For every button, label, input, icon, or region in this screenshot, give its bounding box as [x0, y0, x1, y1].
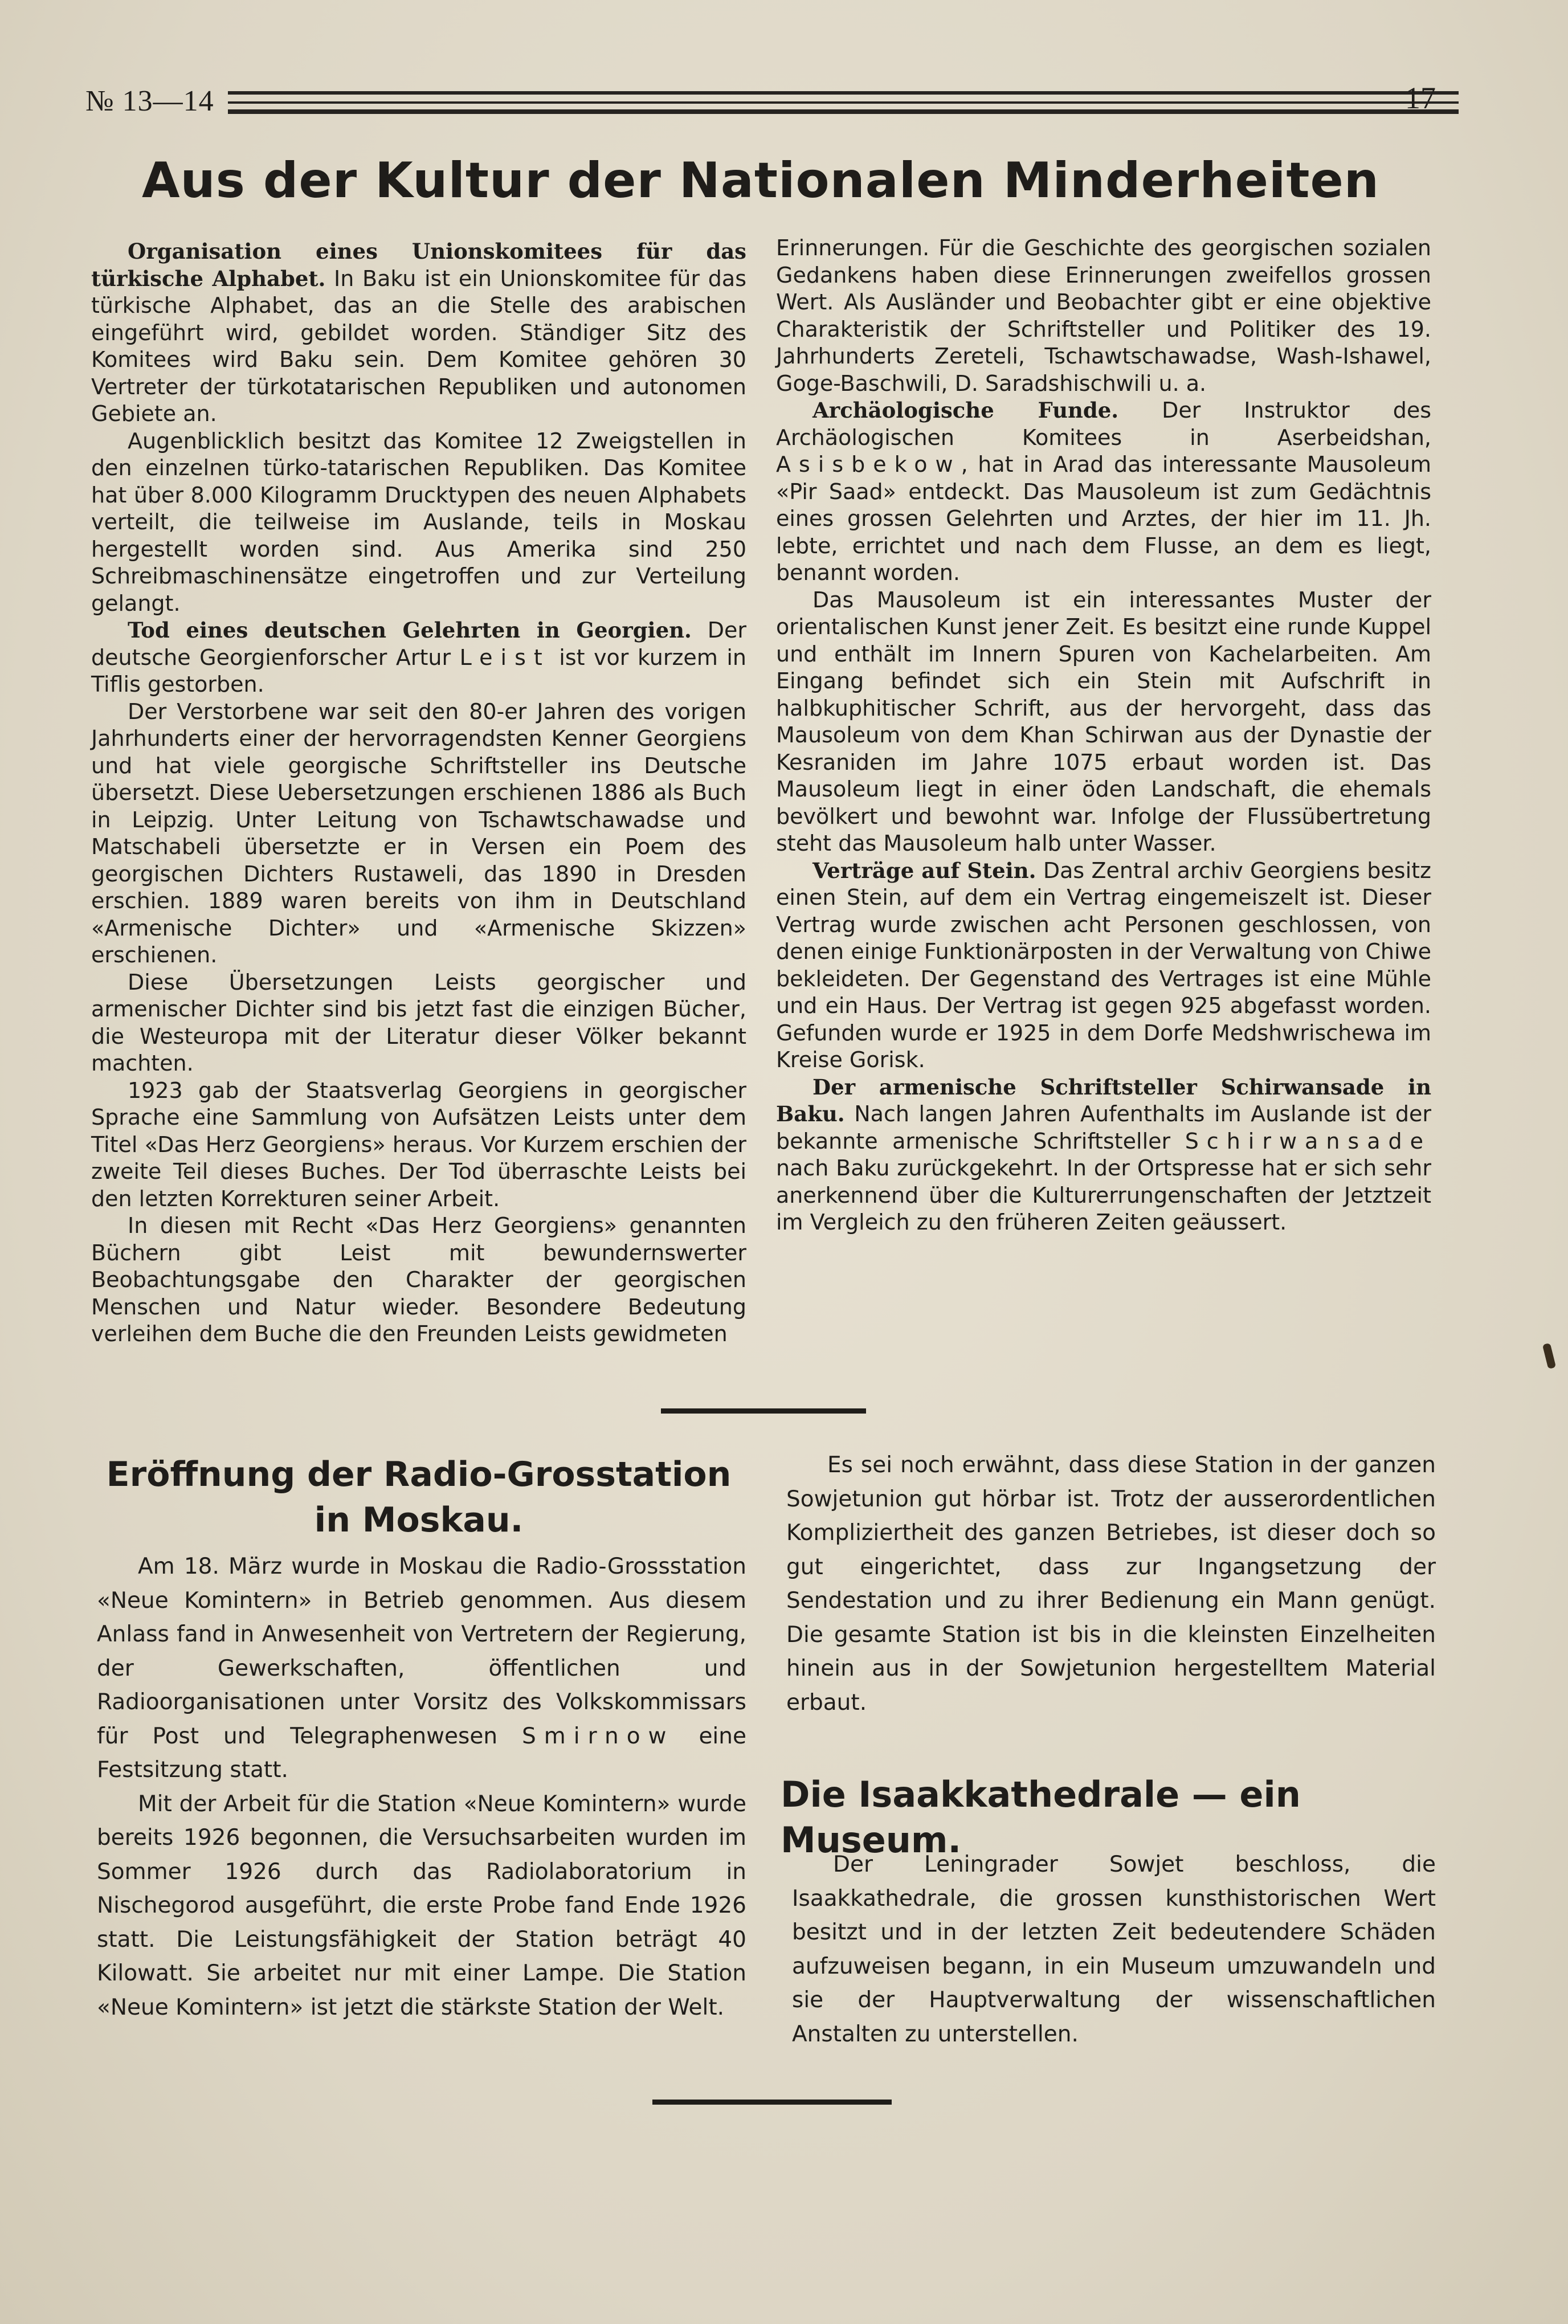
header-rule [228, 101, 1459, 104]
isaak-article-title: Die Isaakkathedrale — ein Museum. [781, 1774, 1301, 1861]
paragraph-text: In diesen mit Recht «Das Herz Georgiens» genannten Büchern gibt Leist mit bewundernswerter Beobachtungsgabe den Charakter der georgischen Menschen und Natur wieder. Besondere Bedeutung verleihen dem Buche die den Freunden Leists gewidmeten [91, 1213, 746, 1346]
paragraph [776, 857, 1431, 1074]
paragraph: Der Leningrader Sowjet beschloss, die Isaakkathedrale, die grossen kunsthistorischen Wert besitzt und in der letzten Zeit bedeutendere Schäden aufzuweisen begann, in ein Museum umzuwandeln und sie der Hauptverwaltung der wissenschaftlichen Anstalten zu unterstellen. [792, 1852, 1436, 2047]
paragraph [776, 397, 1431, 587]
paragraph [91, 1212, 746, 1348]
paragraph: Es sei noch erwähnt, dass diese Station in der ganzen Sowjetunion gut hörbar ist. Trotz der ausserordentlichen Kompliziertheit des ganzen Betriebes, ist dieser doch so gut eingerichtet, dass zur Ingangsetzung der Sendestation und zu ihrer Bedienung ein Mann genügt. Die gesamte Station ist bis in die kleinsten Einzelheiten hinein aus in der Sowjetunion hergestelltem Material erbaut. [786, 1452, 1436, 1716]
paragraph-text: eine Festsitzung statt. [97, 1723, 746, 1783]
page-number: 17 [1405, 81, 1436, 115]
article-column-right [776, 235, 1431, 1236]
paragraph-text: Nach langen Jahren Aufenthalts im Auslande ist der bekannte armenische Schriftsteller [776, 1101, 1431, 1154]
paragraph [91, 699, 746, 969]
paragraph-text: Der Instruktor des Archäologischen Komitees in Aserbeidshan, [776, 398, 1431, 450]
paragraph-text: Am 18. März wurde in Moskau die Radio-Grossstation «Neue Komintern» in Betrieb genommen. Aus diesem Anlass fand in Anwesenheit von Vertretern der Regierung, der Gewerkschaften, öffentlichen und Radioorganisationen unter Vorsitz des Volkskommissars für Post und Telegraphenwesen [97, 1554, 746, 1749]
paragraph [91, 428, 746, 618]
paragraph-text: , hat in Arad das interessante Mausoleum «Pir Saad» entdeckt. Das Mausoleum ist zum Gedächtnis eines grossen Gelehrten und Arztes, der hier im 11. Jh. lebte, errichtet und nach dem Flusse, an dem es liegt, benannt worden. [776, 452, 1431, 585]
radio-article-title: Eröffnung der Radio-Grosstation in Moskau. [106, 1455, 732, 1540]
paragraph-text: Erinnerungen. Für die Geschichte des georgischen sozialen Gedankens haben diese Erinnerungen zweifellos grossen Wert. Als Ausländer und Beobachter gibt er eine objektive Charakteristik der Schriftsteller und Politiker des 19. Jahrhunderts Zereteli, Tschawtschawadse, Wash-Ishawel, Goge-Baschwili, D. Saradshischwili u. a. [776, 235, 1431, 396]
page-header [85, 81, 1436, 119]
paragraph [97, 1787, 746, 2025]
header-rule [228, 109, 1459, 114]
radio-article-body [97, 1550, 746, 2024]
paragraph [91, 617, 746, 699]
paragraph-text: ist vor kurzem in Tiflis gestorben. [91, 644, 746, 697]
isaak-article-body [792, 1848, 1436, 2051]
radio-article-continuation [786, 1448, 1436, 1719]
paragraph-heading: Archäologische Funde. [812, 398, 1119, 423]
paragraph [776, 235, 1431, 397]
paragraph-heading: Tod eines deutschen Gelehrten in Georgien. [128, 618, 692, 643]
section-divider [652, 2100, 892, 2105]
article-title: Aus der Kultur der Nationalen Minderheiten [141, 152, 1380, 209]
paragraph [97, 1550, 746, 1787]
paper-damage-mark [1542, 1343, 1556, 1369]
paragraph-text: Diese Übersetzungen Leists georgischer und armenischer Dichter sind bis jetzt fast die einzigen Bücher, die Westeuropa mit der Literatur dieser Völker bekannt machten. [91, 969, 746, 1076]
spaced-name: Leist [459, 644, 550, 670]
paragraph [91, 969, 746, 1077]
paragraph-heading: Verträge auf Stein. [812, 857, 1036, 883]
spaced-name: Smirnow [522, 1723, 675, 1749]
paragraph-text: Das Mausoleum ist ein interessantes Muster der orientalischen Kunst jener Zeit. Es besitzt eine runde Kuppel und enthält im Innern Spuren von Kachelarbeiten. Am Eingang befindet sich ein Stein mit Aufschrift in halbkuphitischer Schrift, aus der hervorgeht, dass das Mausoleum von dem Khan Schirwan aus der Dynastie der Kesraniden im Jahre 1075 erbaut worden ist. Das Mausoleum liegt in einer öden Landschaft, die ehemals bevölkert und bewohnt war. Infolge der Flussübertretung steht das Mausoleum halb unter Wasser. [776, 587, 1431, 856]
paragraph-text: In Baku ist ein Unionskomitee für das türkische Alphabet, das an die Stelle des arabischen eingeführt wird, gebildet worden. Ständiger Sitz des Komitees wird Baku sein. Dem Komitee gehören 30 Vertreter der türkotatarischen Republiken und autonomen Gebiete an. [91, 266, 746, 426]
header-rule [228, 91, 1459, 95]
paragraph [91, 1077, 746, 1213]
paragraph [91, 238, 746, 428]
spaced-name: Asisbekow [776, 452, 961, 477]
paragraph-text: nach Baku zurückgekehrt. In der Ortspresse hat er sich sehr anerkennend über die Kulturerrungenschaften der Jetztzeit im Vergleich zu den früheren Zeiten geäussert. [776, 1155, 1431, 1235]
paragraph [776, 587, 1431, 857]
paragraph-text: Der deutsche Georgienforscher Artur [91, 618, 747, 670]
paragraph-text: Der Verstorbene war seit den 80-er Jahren des vorigen Jahrhunderts einer der hervorragendsten Kenner Georgiens und hat viele georgische Schriftsteller ins Deutsche übersetzt. Diese Uebersetzungen erschienen 1886 als Buch in Leipzig. Unter Leitung von Tschawtschawadse und Matschabeli übersetzte er in Versen ein Poem des georgischen Dichters Rustaweli, das 1890 in Dresden erschien. 1889 waren bereits von ihm in Deutschland «Armenische Dichter» und «Armenische Skizzen» erschienen. [91, 699, 746, 967]
spaced-name: Schirwansade [1185, 1128, 1431, 1154]
paragraph-heading: Organisation eines Unionskomitees für das türkische Alphabet. [91, 239, 746, 291]
article-column-left [91, 238, 746, 1348]
paragraph-text: 1923 gab der Staatsverlag Georgiens in georgischer Sprache eine Sammlung von Aufsätzen Leists unter dem Titel «Das Herz Georgiens» heraus. Vor Kurzem erschien der zweite Teil dieses Buches. Der Tod überraschte Leists bei den letzten Korrekturen seiner Arbeit. [91, 1077, 746, 1211]
paragraph-heading: Der armenische Schriftsteller Schirwansade in Baku. [776, 1074, 1431, 1126]
paragraph-text: Mit der Arbeit für die Station «Neue Komintern» wurde bereits 1926 begonnen, die Versuchsarbeiten wurden im Sommer 1926 durch das Radiolaboratorium in Nischegorod ausgeführt, die erste Probe fand Ende 1926 statt. Die Leistungsfähigkeit der Station beträgt 40 Kilowatt. Sie arbeitet nur mit einer Lampe. Die Station «Neue Komintern» ist jetzt die stärkste Station der Welt. [97, 1791, 746, 2020]
paragraph [776, 1074, 1431, 1236]
section-divider [661, 1408, 866, 1414]
issue-number: № 13—14 [85, 85, 214, 117]
paragraph-text: Das Zentral archiv Georgiens besitz einen Stein, auf dem ein Vertrag eingemeiszelt ist. Dieser Vertrag wurde zwischen acht Personen geschlossen, von denen einige Funktionärposten in der Verwaltung von Chiwe bekleideten. Der Gegenstand des Vertrages ist eine Mühle und ein Haus. Der Vertrag ist gegen 925 abgefasst worden. Gefunden wurde er 1925 in dem Dorfe Medshwrischewa im Kreise Gorisk. [776, 857, 1431, 1072]
paragraph-text: Augenblicklich besitzt das Komitee 12 Zweigstellen in den einzelnen türko-tatarischen Republiken. Das Komitee hat über 8.000 Kilogramm Drucktypen des neuen Alphabets verteilt, die teilweise im Auslande, teils in Moskau hergestellt worden sind. Aus Amerika sind 250 Schreibmaschinensätze eingetroffen und zur Verteilung gelangt. [91, 428, 746, 616]
